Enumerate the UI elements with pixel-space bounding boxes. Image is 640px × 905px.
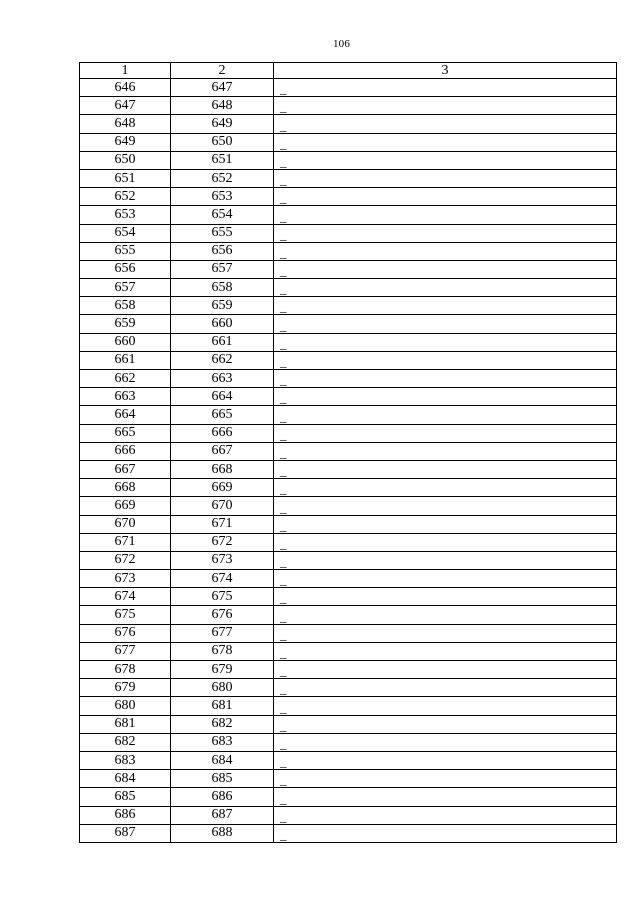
table-cell-col2: 647 [171,79,274,97]
table-row [80,333,617,351]
table-cell-col3: _ [274,642,617,660]
table-cell-col2: 656 [171,242,274,260]
table-cell-col3: _ [274,770,617,788]
table-cell-col1: 683 [80,751,171,769]
table-cell-col1: 649 [80,133,171,151]
header-row [80,63,617,79]
table-cell-col3: _ [274,497,617,515]
table-cell-col3: _ [274,551,617,569]
table-cell-col3: _ [274,206,617,224]
table-cell-col2: 682 [171,715,274,733]
table-cell-col2: 688 [171,824,274,842]
table-row [80,351,617,369]
table-cell-col3: _ [274,824,617,842]
table-row [80,697,617,715]
table-cell-col3: _ [274,370,617,388]
table-cell-col1: 661 [80,351,171,369]
table-row [80,279,617,297]
table-row [80,824,617,842]
table-cell-col3: _ [274,442,617,460]
table-cell-col3: _ [274,351,617,369]
table-cell-col2: 668 [171,460,274,478]
table-cell-col1: 675 [80,606,171,624]
page-number: 106 [332,38,351,50]
table-cell-col2: 659 [171,297,274,315]
table-cell-col1: 657 [80,279,171,297]
table-cell-col1: 679 [80,679,171,697]
table-cell-col2: 652 [171,169,274,187]
table-cell-col3: _ [274,679,617,697]
table-cell-col1: 671 [80,533,171,551]
table-cell-col2: 675 [171,588,274,606]
table-cell-col3: _ [274,406,617,424]
table-row [80,297,617,315]
column-header-1: 1 [80,63,171,79]
table-cell-col1: 653 [80,206,171,224]
table-cell-col2: 679 [171,661,274,679]
table-cell-col2: 676 [171,606,274,624]
table-cell-col3: _ [274,188,617,206]
table-cell-col2: 657 [171,260,274,278]
table-cell-col3: _ [274,715,617,733]
table-cell-col2: 649 [171,115,274,133]
table-cell-col1: 668 [80,479,171,497]
table-cell-col2: 655 [171,224,274,242]
table-cell-col3: _ [274,515,617,533]
table-cell-col2: 658 [171,279,274,297]
table-cell-col2: 671 [171,515,274,533]
table-cell-col3: _ [274,460,617,478]
table-cell-col1: 686 [80,806,171,824]
table-cell-col1: 662 [80,370,171,388]
table-cell-col2: 663 [171,370,274,388]
table-cell-col2: 683 [171,733,274,751]
table-cell-col2: 684 [171,751,274,769]
table-cell-col1: 681 [80,715,171,733]
table-cell-col1: 677 [80,642,171,660]
table-row [80,515,617,533]
table-cell-col3: _ [274,588,617,606]
table-cell-col1: 666 [80,442,171,460]
table-cell-col3: _ [274,260,617,278]
table-cell-col1: 670 [80,515,171,533]
table-row [80,733,617,751]
table-cell-col3: _ [274,806,617,824]
table-cell-col2: 662 [171,351,274,369]
table-cell-col1: 672 [80,551,171,569]
table-row [80,715,617,733]
data-table [79,62,617,843]
table-cell-col2: 660 [171,315,274,333]
table-cell-col3: _ [274,242,617,260]
table-cell-col1: 682 [80,733,171,751]
table-row [80,206,617,224]
table-row [80,79,617,97]
table-cell-col2: 653 [171,188,274,206]
column-header-3: 3 [274,63,617,79]
table-cell-col3: _ [274,606,617,624]
table-cell-col3: _ [274,570,617,588]
table-cell-col3: _ [274,751,617,769]
table-cell-col1: 663 [80,388,171,406]
table-cell-col3: _ [274,297,617,315]
table-cell-col2: 686 [171,788,274,806]
table-cell-col2: 670 [171,497,274,515]
table-cell-col1: 658 [80,297,171,315]
table-cell-col1: 680 [80,697,171,715]
table-cell-col1: 646 [80,79,171,97]
table-row [80,751,617,769]
table-cell-col2: 664 [171,388,274,406]
table-cell-col2: 672 [171,533,274,551]
table-row [80,551,617,569]
table-cell-col1: 673 [80,570,171,588]
table-cell-col1: 664 [80,406,171,424]
table-cell-col3: _ [274,697,617,715]
table-cell-col2: 650 [171,133,274,151]
table-cell-col1: 659 [80,315,171,333]
table-cell-col1: 674 [80,588,171,606]
table-row [80,533,617,551]
table-cell-col1: 655 [80,242,171,260]
table-cell-col3: _ [274,388,617,406]
table-cell-col1: 656 [80,260,171,278]
table-cell-col3: _ [274,97,617,115]
column-header-2: 2 [171,63,274,79]
table-cell-col1: 684 [80,770,171,788]
table-cell-col1: 669 [80,497,171,515]
table-cell-col1: 647 [80,97,171,115]
table-cell-col1: 652 [80,188,171,206]
table-cell-col2: 665 [171,406,274,424]
table-row [80,788,617,806]
table-cell-col2: 678 [171,642,274,660]
table-cell-col1: 660 [80,333,171,351]
table-row [80,388,617,406]
table-cell-col1: 687 [80,824,171,842]
table-cell-col2: 661 [171,333,274,351]
table-cell-col1: 651 [80,169,171,187]
table-cell-col3: _ [274,315,617,333]
table-cell-col2: 669 [171,479,274,497]
table-cell-col2: 654 [171,206,274,224]
table-row [80,151,617,169]
table-row [80,424,617,442]
table-row [80,242,617,260]
table-cell-col3: _ [274,224,617,242]
table-cell-col1: 667 [80,460,171,478]
table-cell-col2: 685 [171,770,274,788]
table-cell-col3: _ [274,115,617,133]
table-row [80,806,617,824]
table-cell-col2: 687 [171,806,274,824]
table-cell-col1: 678 [80,661,171,679]
table-row [80,642,617,660]
table-row [80,661,617,679]
table-cell-col2: 680 [171,679,274,697]
table-header [80,63,617,79]
table-cell-col3: _ [274,279,617,297]
table-row [80,624,617,642]
table-row [80,97,617,115]
table-cell-col3: _ [274,479,617,497]
table-cell-col2: 667 [171,442,274,460]
table-cell-col3: _ [274,333,617,351]
table-cell-col1: 685 [80,788,171,806]
table-cell-col3: _ [274,79,617,97]
table-row [80,497,617,515]
table-row [80,460,617,478]
table-row [80,479,617,497]
table-cell-col1: 654 [80,224,171,242]
table-cell-col1: 650 [80,151,171,169]
table-cell-col3: _ [274,133,617,151]
table-cell-col2: 651 [171,151,274,169]
table-row [80,570,617,588]
table-row [80,188,617,206]
table-row [80,679,617,697]
table-cell-col3: _ [274,533,617,551]
table-row [80,442,617,460]
table-cell-col3: _ [274,733,617,751]
table-cell-col1: 676 [80,624,171,642]
table-row [80,224,617,242]
table-cell-col1: 648 [80,115,171,133]
table-cell-col3: _ [274,424,617,442]
table-cell-col2: 677 [171,624,274,642]
table-cell-col2: 666 [171,424,274,442]
table-row [80,406,617,424]
table-body [80,79,617,843]
table-row [80,115,617,133]
table-cell-col1: 665 [80,424,171,442]
table-cell-col3: _ [274,151,617,169]
table-row [80,169,617,187]
table-cell-col3: _ [274,169,617,187]
table-row [80,260,617,278]
table-cell-col3: _ [274,661,617,679]
table-row [80,133,617,151]
table-row [80,370,617,388]
table-cell-col2: 674 [171,570,274,588]
table-row [80,315,617,333]
table-row [80,606,617,624]
table-cell-col2: 648 [171,97,274,115]
table-cell-col2: 673 [171,551,274,569]
table-row [80,588,617,606]
table-cell-col3: _ [274,624,617,642]
table-row [80,770,617,788]
table-cell-col2: 681 [171,697,274,715]
table-cell-col3: _ [274,788,617,806]
